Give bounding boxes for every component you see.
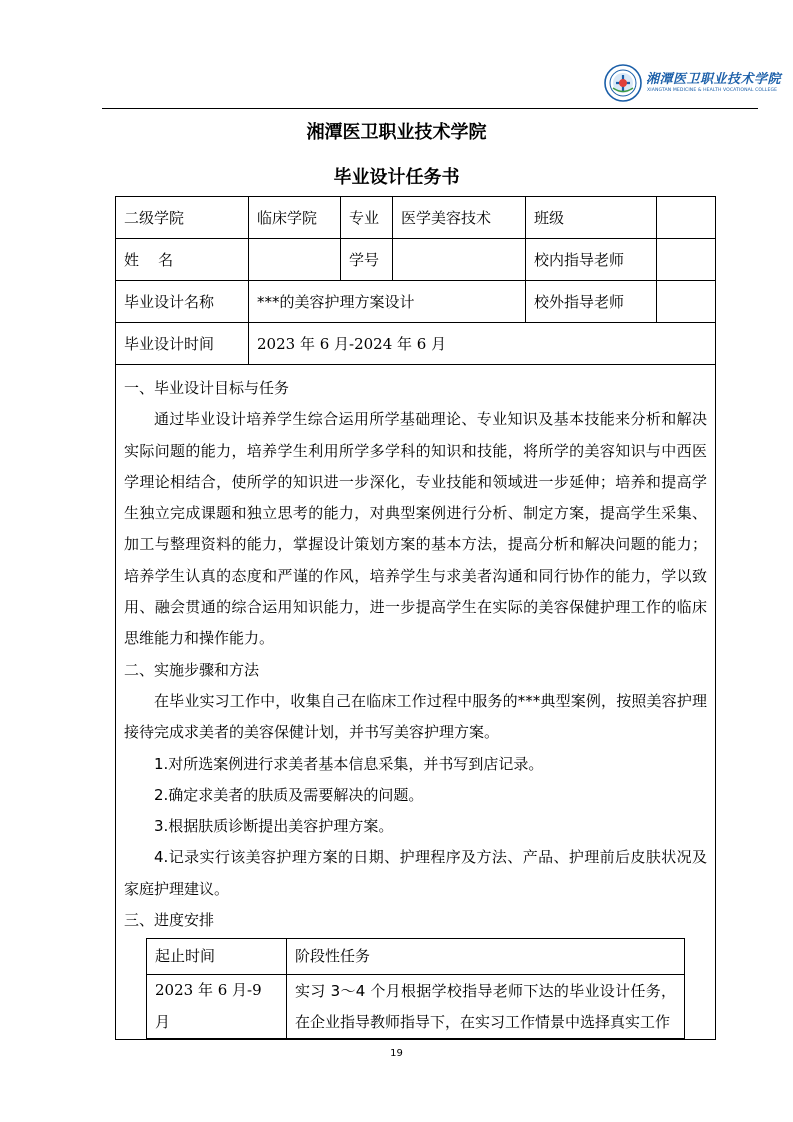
design-name-value: ***的美容护理方案设计: [249, 281, 526, 323]
name-value: [249, 239, 341, 281]
document-title: 毕业设计任务书: [333, 167, 460, 188]
school-title: 湘潭医卫职业技术学院: [306, 122, 487, 143]
outer-teacher-value: [657, 281, 716, 323]
content-cell: [116, 365, 716, 1040]
step-item: 1.对所选案例进行求美者基本信息采集，并书写到店记录。: [154, 754, 544, 773]
step-item: 4.记录实行该美容护理方案的日期、护理程序及方法、产品、护理前后皮肤状况及家庭护理建议。: [124, 848, 707, 898]
schedule-task: 实习 3～4 个月根据学校指导老师下达的毕业设计任务，在企业指导教师指导下，在实习工作情景中选择真实工作: [287, 975, 685, 1039]
section-heading-steps: 二、实施步骤和方法: [124, 660, 260, 679]
college-value: 临床学院: [249, 197, 341, 239]
table-row: [116, 239, 716, 281]
schedule-header-task: 阶段性任务: [287, 939, 685, 975]
college-logo: [604, 64, 782, 104]
major-value: 医学美容技术: [393, 197, 526, 239]
college-label: 二级学院: [116, 197, 249, 239]
page-number: 19: [390, 1048, 403, 1059]
table-row: [147, 939, 685, 975]
goals-paragraph: 通过毕业设计培养学生综合运用所学基础理论、专业知识及基本技能来分析和解决实际问题的能力，培养学生利用所学多学科的知识和技能，将所学的美容知识与中西医学理论相结合，使所学的知识进一步深化，专业技能和领域进一步延伸；培养和提高学生独立完成课题和独立思考的能力，对典型案例进行分析、制定方案，提高学生采集、加工与整理资料的能力，掌握设计策划方案的基本方法，提高分析和解决问题的能力；培养学生认真的态度和严谨的作风，培养学生与求美者沟通和同行协作的能力，学以致用、融会贯通的综合运用知识能力，进一步提高学生在实际的美容保健护理工作的临床思维能力和操作能力。: [124, 410, 707, 648]
schedule-header-time: 起止时间: [147, 939, 287, 975]
design-time-label: 毕业设计时间: [116, 323, 249, 365]
task-form-table: [115, 196, 716, 1040]
step-item: 3.根据肤质诊断提出美容护理方案。: [154, 817, 394, 836]
header-rule: [102, 108, 758, 109]
section-heading-schedule: 三、进度安排: [124, 911, 215, 930]
design-name-label: 毕业设计名称: [116, 281, 249, 323]
student-id-value: [393, 239, 526, 281]
task-content: [124, 373, 707, 1039]
class-label: 班级: [526, 197, 657, 239]
name-label: 姓 名: [116, 239, 249, 281]
table-row: [116, 323, 716, 365]
table-row: [116, 281, 716, 323]
table-row: [147, 975, 685, 1039]
logo-english-name: XIANGTAN MEDICINE & HEALTH VOCATIONAL COLLEGE: [647, 88, 778, 93]
logo-chinese-name: 湘潭医卫职业技术学院: [646, 72, 782, 87]
schedule-table: [146, 938, 685, 1039]
outer-teacher-label: 校外指导老师: [526, 281, 657, 323]
inner-teacher-value: [657, 239, 716, 281]
schedule-time: 2023 年 6 月-9 月: [147, 975, 287, 1039]
student-id-label: 学号: [341, 239, 393, 281]
inner-teacher-label: 校内指导老师: [526, 239, 657, 281]
step-item: 2.确定求美者的肤质及需要解决的问题。: [154, 785, 424, 804]
table-row: [116, 197, 716, 239]
class-value: [657, 197, 716, 239]
section-heading-goals: 一、毕业设计目标与任务: [124, 379, 290, 397]
steps-paragraph: 在毕业实习工作中，收集自己在临床工作过程中服务的***典型案例，按照美容护理接待完成求美者的美容保健计划，并书写美容护理方案。: [124, 691, 707, 742]
college-seal-icon: [604, 64, 642, 102]
major-label: 专业: [341, 197, 393, 239]
design-time-value: 2023 年 6 月-2024 年 6 月: [249, 323, 716, 365]
table-row: [116, 365, 716, 1040]
